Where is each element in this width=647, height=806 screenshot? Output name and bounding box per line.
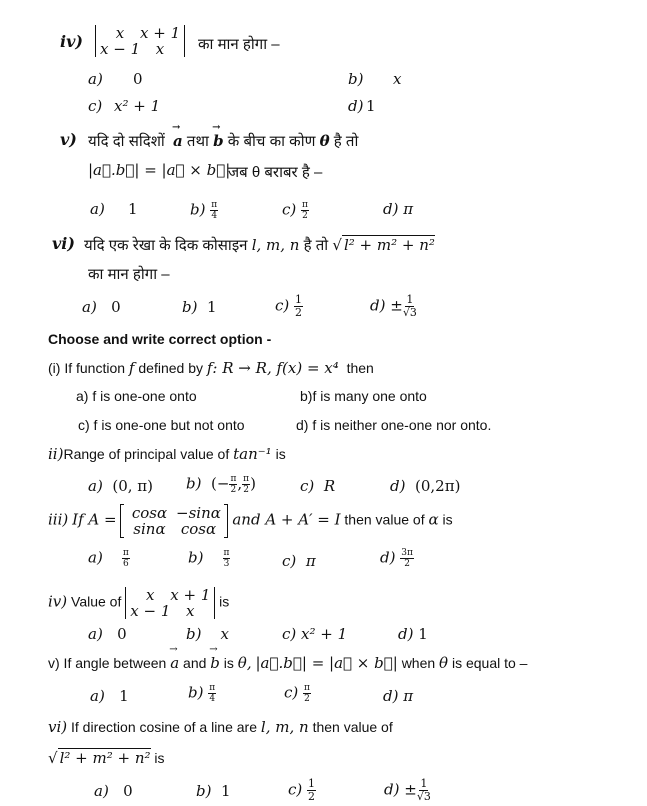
en-q6-line1 (48, 718, 393, 736)
en-q5-tail: is equal to – (451, 655, 528, 671)
opt-label: a) (88, 625, 103, 643)
en-q4-determinant (125, 587, 215, 619)
en-q5-label: v) If angle between (48, 655, 167, 671)
frac-den: 2 (304, 694, 310, 704)
opt-label: d) (398, 625, 414, 643)
en-q3-line (48, 505, 453, 537)
opt-value: π (403, 200, 414, 218)
hindi-q4-determinant (95, 25, 185, 57)
frac-num: 1 (295, 293, 303, 306)
vector-a: → a (170, 654, 179, 672)
comma: , (237, 474, 243, 493)
en-q5-opt-a (90, 687, 129, 705)
hindi-q4-opt-d-value: 1 (366, 97, 376, 115)
en-q3-opt-d (380, 548, 414, 569)
en-q2-label: ii) (48, 445, 64, 463)
en-q2-opt-a (88, 477, 153, 495)
hindi-q5-tail: जब θ बराबर है – (228, 164, 323, 181)
mat-b: −sinα (176, 504, 221, 522)
frac-den: 2 (230, 485, 237, 495)
en-q6-tail: then value of (312, 719, 393, 735)
opt-value: 1 (207, 298, 217, 316)
en-q2-opt-c (300, 477, 335, 495)
opt-label: a) (90, 687, 105, 705)
en-q5-and: and (183, 655, 207, 671)
frac-den: 4 (209, 694, 216, 704)
frac-den: 2 (308, 790, 316, 803)
det-b: x + 1 (140, 24, 181, 42)
en-q5-when: when (401, 655, 436, 671)
hindi-q5-opt-a-value: 1 (128, 200, 138, 218)
frac-den: 4 (211, 211, 218, 221)
hindi-q6-opt-b (182, 298, 217, 316)
hindi-q5-opt-c (282, 200, 309, 221)
hindi-q5-opt-b (190, 200, 218, 221)
hindi-q6-label: vi) (52, 234, 75, 253)
hindi-q5-text-c: के बीच का कोण (227, 133, 316, 150)
frac-num: 1 (308, 777, 316, 790)
hindi-q6-sqrt-expr: l² + m² + n² (343, 236, 435, 254)
en-q3-label: iii) (48, 510, 69, 529)
opt-label: b) (186, 625, 202, 643)
en-q4-tail: is (219, 593, 230, 610)
en-q6-opt-d (384, 778, 431, 803)
hindi-q4-opt-a-label: a) (88, 70, 103, 88)
en-q6-is: is (154, 750, 165, 766)
opt-label: b) (188, 683, 204, 702)
en-q5-opt-b (188, 683, 216, 704)
opt-value: R (323, 477, 336, 495)
opt-label: b) (182, 298, 198, 316)
mat-a: cosα (131, 504, 168, 522)
hindi-q4-opt-c-value: x² + 1 (114, 97, 161, 115)
en-q5-line (48, 654, 527, 672)
opt-label: a) (88, 548, 103, 567)
opt-label: d) (380, 548, 396, 567)
opt-value: 1 (119, 687, 129, 705)
opt-label: b) (186, 474, 202, 493)
mat-c: sinα (133, 520, 166, 538)
hindi-q6-opt-a (82, 298, 121, 316)
opt-value: π (403, 687, 414, 705)
opt-value: 0 (123, 782, 133, 800)
frac-den: 2 (243, 485, 249, 495)
frac-num: π (122, 548, 129, 558)
opt-value: π (305, 552, 316, 570)
hindi-q5-equation: |a⃗.b⃗| = |a⃗ × b⃗| (88, 161, 231, 179)
opt-value: x (220, 625, 230, 643)
section-heading: Choose and write correct option - (48, 331, 272, 347)
hindi-q4-opt-a-value: 0 (133, 70, 143, 88)
opt-label: b) (188, 548, 204, 567)
opt-label: c) (300, 477, 315, 495)
hindi-q6-opt-c (275, 294, 303, 319)
frac-num: 1 (420, 777, 428, 790)
vector-b: → b (210, 654, 220, 672)
frac-num: π (223, 548, 230, 558)
hindi-q5-text-b: तथा (186, 133, 209, 150)
frac-den: √3 (416, 790, 431, 803)
det-b: x + 1 (170, 586, 211, 604)
en-q3-text-c: then value of (344, 511, 425, 528)
en-q4-line (48, 587, 229, 619)
en-q3-tail: is (442, 511, 453, 528)
opt-label: d) (384, 780, 400, 799)
en-q6-text: If direction cosine of a line are (71, 719, 258, 735)
opt-label: c) (275, 296, 290, 315)
en-q2-line (48, 445, 286, 463)
en-q1-opt-b: b)f is many one onto (300, 388, 427, 404)
mat-d: cosα (180, 520, 217, 538)
en-q1-text-c: then (346, 360, 374, 376)
en-q4-opt-a (88, 625, 127, 643)
en-q2-opt-b (186, 474, 256, 495)
opt-value: (0,2π) (415, 477, 461, 495)
frac-num: π (209, 683, 216, 693)
opt-label: c) (288, 780, 303, 799)
en-q5-opt-c (284, 683, 311, 704)
en-q1-f: f (128, 359, 135, 377)
det-d: x (155, 40, 165, 58)
opt-label: a) (88, 477, 103, 495)
det-a: x (115, 24, 125, 42)
hindi-q6-mid: है तो (303, 237, 329, 254)
opt-label: a) (82, 298, 97, 316)
en-q6-vars: l, m, n (260, 718, 309, 736)
en-q3-text-b: and A + A′ = I (232, 510, 341, 529)
en-q3-text-a: If A = (72, 510, 117, 529)
vector-a: → a (173, 132, 183, 150)
en-q2-tail: is (275, 446, 286, 462)
paren: (− (211, 474, 230, 493)
en-q6-opt-b (196, 782, 231, 800)
en-q5-equation: |a⃗.b⃗| = |a⃗ × b⃗| (255, 654, 398, 672)
frac-den: 2 (295, 306, 303, 319)
hindi-q4-opt-b-label: b) (348, 70, 364, 88)
plus-minus: ± (390, 296, 403, 315)
en-q2-opt-d (390, 477, 460, 495)
opt-label: c) (282, 200, 297, 219)
en-q1-line (48, 359, 374, 377)
frac-den: 6 (122, 559, 129, 569)
hindi-q6-line2: का मान होगा – (88, 266, 170, 283)
hindi-q4-opt-b-value: x (393, 70, 402, 88)
paren: ) (250, 474, 256, 493)
frac-den: 3 (223, 559, 230, 569)
hindi-q5-line1 (88, 131, 358, 151)
det-d: x (186, 602, 195, 620)
opt-label: a) (94, 782, 109, 800)
opt-value: 1 (418, 625, 428, 643)
vector-b: → b (213, 132, 224, 150)
en-q1-text-a: If function (64, 360, 126, 376)
det-c: x − 1 (130, 602, 171, 620)
theta: θ (319, 132, 330, 150)
en-q1-text-b: defined by (138, 360, 203, 376)
hindi-q5-text-d: है तो (333, 133, 359, 150)
en-q6-sqrt-expr: l² + m² + n² (59, 749, 151, 767)
opt-label: d) (383, 200, 399, 218)
hindi-q6-text: यदि एक रेखा के दिक कोसाइन (84, 237, 248, 254)
en-q3-opt-a (88, 548, 130, 569)
opt-label: d) (370, 296, 386, 315)
hindi-q5-opt-a-label: a) (90, 200, 105, 218)
opt-label: d) (390, 477, 406, 495)
hindi-q4-tail: का मान होगा – (198, 36, 280, 53)
en-q1-label: (i) (48, 360, 61, 376)
en-q6-line2: √ l² + m² + n² is (48, 749, 165, 767)
en-q4-opt-d (398, 625, 428, 643)
opt-label: c) (282, 552, 297, 570)
opt-label: c) (284, 683, 299, 702)
en-q3-opt-b (188, 548, 230, 569)
frac-num: π (302, 200, 308, 210)
det-c: x − 1 (100, 40, 141, 58)
opt-label: d) (383, 687, 399, 705)
en-q4-opt-c (282, 625, 347, 643)
hindi-q6-line1: यदि एक रेखा के दिक कोसाइन l, m, n है तो √ l² + m² + n² (84, 236, 435, 254)
frac-num: π (304, 683, 310, 693)
hindi-q5-label: v) (60, 130, 77, 149)
en-q5-opt-d (383, 687, 413, 705)
en-q1-opt-c: c) f is one-one but not onto (78, 417, 245, 433)
theta: θ, (237, 654, 252, 672)
opt-value: x² + 1 (301, 625, 348, 643)
hindi-q5-opt-d (383, 200, 413, 218)
hindi-q4-opt-d-label: d) (348, 97, 364, 115)
frac-num: 3π (401, 548, 413, 558)
alpha: α (428, 510, 439, 529)
opt-label: c) (282, 625, 297, 643)
opt-value: (0, π) (112, 477, 153, 495)
en-q1-map: f: R → R, f(x) = x⁴ (206, 359, 339, 377)
frac-num: π (211, 200, 218, 210)
frac-den: √3 (402, 306, 417, 319)
opt-value: 0 (117, 625, 127, 643)
en-q3-matrix (120, 505, 228, 537)
en-q5-is: is (223, 655, 234, 671)
en-q4-label: iv) (48, 592, 68, 611)
frac-num: 1 (406, 293, 414, 306)
frac-num: π (243, 474, 250, 484)
en-q2-text: Range of principal value of (63, 446, 230, 462)
en-q4-opt-b (186, 625, 229, 643)
hindi-q6-opt-d (370, 294, 417, 319)
opt-label: b) (190, 200, 206, 219)
en-q3-opt-c (282, 552, 316, 570)
en-q6-opt-c (288, 778, 316, 803)
det-a: x (146, 586, 155, 604)
en-q6-label: vi) (48, 718, 68, 736)
hindi-q6-vars: l, m, n (251, 236, 300, 254)
en-q6-opt-a (94, 782, 133, 800)
en-q1-opt-a: a) f is one-one onto (76, 388, 197, 404)
en-q4-text: Value of (71, 593, 122, 610)
frac-num: π (230, 474, 237, 484)
frac-den: 2 (302, 211, 308, 221)
en-q1-opt-d: d) f is neither one-one nor onto. (296, 417, 492, 433)
opt-value: 0 (111, 298, 121, 316)
opt-label: b) (196, 782, 212, 800)
frac-den: 2 (404, 559, 410, 569)
hindi-q4-opt-c-label: c) (88, 97, 103, 115)
hindi-q4-label: iv) (60, 32, 83, 51)
opt-value: 1 (221, 782, 231, 800)
en-q2-func: tan⁻¹ (233, 445, 272, 463)
hindi-q5-text-a: यदि दो सदिशों (88, 133, 165, 150)
theta: θ (439, 654, 449, 672)
plus-minus: ± (404, 780, 417, 799)
